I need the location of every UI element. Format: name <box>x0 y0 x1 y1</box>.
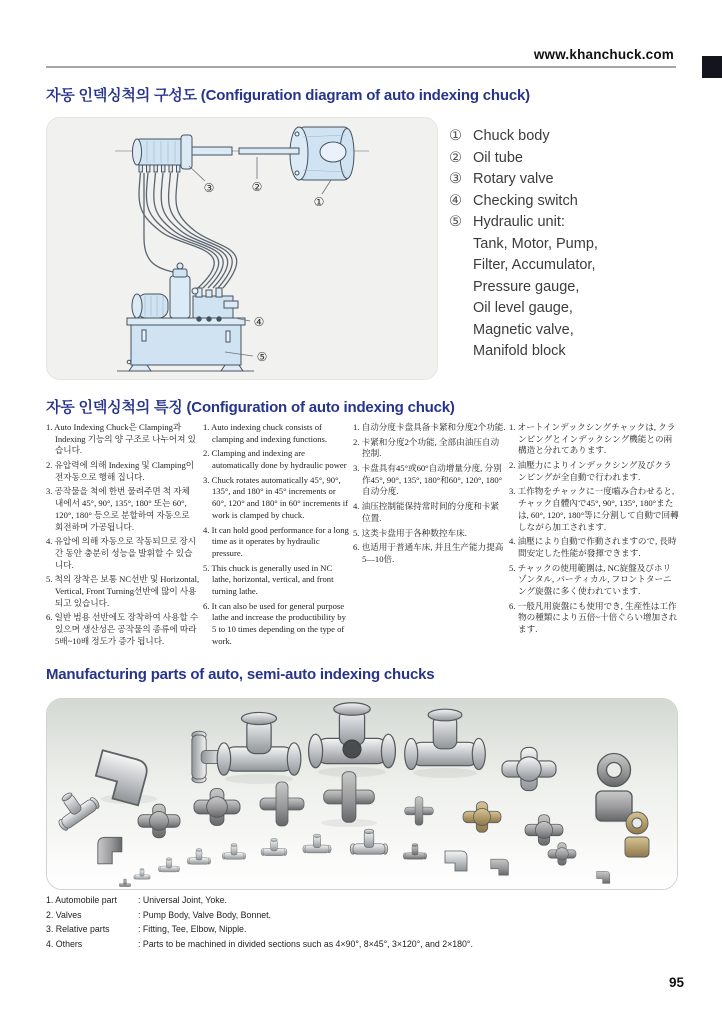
legend-number: ④ <box>449 192 462 209</box>
features-columns <box>46 422 679 650</box>
feature-item: 3. 卡盘具有45°或60°自动增量分度, 分别作45°, 90°, 135°, 180°和60°, 120°, 180°自动分度. <box>353 463 503 497</box>
feature-item: 5. This chuck is generally used in NC lathe, horizontal, vertical, and front turning lathe. <box>203 562 334 596</box>
legend-number: ② <box>449 149 462 166</box>
feature-item: 3. 공작물을 척에 한번 물려주면 척 자체 내에서 45°, 90°, 135°, 180° 또는 60°, 120°, 180° 등으로 분할하여 자동으로 회전하며 가공됩니다. <box>46 486 190 532</box>
features-column-korean <box>46 422 200 650</box>
feature-item: 4. 油壓により自動で作動されますので, 長時間安定した性能が發揮できます. <box>509 536 677 558</box>
feature-item: 4. 유압에 의해 자동으로 작동되므로 장시간 동안 충분히 성능을 발휘할 수 있습니다. <box>46 536 197 570</box>
feature-item: 2. 유압력에 의해 Indexing 및 Clamping이 전자동으로 행해 집니다. <box>46 460 195 482</box>
feature-item: 5. チャックの使用範圍は, NC旋盤及びホリゾンタル, バーティカル, フロントターニング旋盤に多く使われています. <box>509 562 672 596</box>
feature-item: 1. Auto Indexing Chuck은 Clamping과 Indexing 기능의 양 구조로 나누어져 있습니다. <box>46 422 196 456</box>
legend-item <box>449 126 689 147</box>
header-rule <box>46 66 676 68</box>
feature-item: 2. 卡紧和分度2个功能, 全部由油压自动控制. <box>353 436 500 459</box>
legend-number: ① <box>449 128 462 144</box>
legend-label: Checking switch <box>473 192 578 209</box>
part-category: 1. Automobile part <box>46 895 117 905</box>
section-title-manufacturing-parts: Manufacturing parts of auto, semi-auto indexing chucks <box>46 666 435 683</box>
feature-item: 3. Chuck rotates automatically 45°, 90°, 135°, and 180° in 45° increments or 60°, 120° and 180° in 60° increments if work is clamped by chuck. <box>203 474 348 520</box>
legend-item <box>449 212 689 233</box>
part-category: 4. Others <box>46 938 83 949</box>
legend-item <box>449 148 689 169</box>
legend-number: ③ <box>449 171 462 187</box>
legend-label: Rotary valve <box>473 171 554 187</box>
auto-indexing-chuck-diagram <box>47 118 437 379</box>
diagram-label-hydraulic-unit: ⑤ <box>256 350 268 364</box>
page-edge-tab <box>702 56 722 78</box>
hydraulic-component: Filter, Accumulator, <box>473 257 596 273</box>
diagram-label-checking-switch: ④ <box>253 315 265 329</box>
feature-item: 1. 自动分度卡盘具备卡紧和分度2个功能. <box>353 422 506 432</box>
feature-item: 5. 这类卡盘用于各种数控车床. <box>353 527 467 538</box>
feature-item: 6. 일반 범용 선반에도 장착하여 사용할 수 있으며 생산성은 공작물의 종류에 따라 5배~10배 정도가 증가 됩니다. <box>46 612 199 646</box>
part-items: : Universal Joint, Yoke. <box>138 895 227 905</box>
parts-row <box>46 922 678 937</box>
section-title-configuration-diagram: 자동 인덱싱척의 구성도 (Configuration diagram of auto indexing chuck) <box>46 87 530 104</box>
feature-item: 2. Clamping and indexing are automatically done by hydraulic power <box>203 448 347 471</box>
diagram-label-rotary-valve: ③ <box>203 181 215 195</box>
legend-label: Oil tube <box>473 149 523 166</box>
diagram-label-oil-tube: ② <box>251 180 263 194</box>
feature-item: 4. 油压控制能保持常时间的分度和卡紧位置. <box>353 501 500 523</box>
feature-item: 6. 一般凡用旋盤にも使用でき, 生産性は工作物の種類により五倍~十倍ぐらい增加されます. <box>509 600 678 634</box>
part-items: : Fitting, Tee, Elbow, Nipple. <box>138 924 247 934</box>
parts-photo-illustration <box>47 699 677 889</box>
features-column-japanese <box>509 422 679 650</box>
parts-row <box>46 937 678 952</box>
diagram-box <box>46 117 438 380</box>
feature-item: 4. It can hold good performance for a long time as it operates by hydraulic pressure. <box>203 524 349 558</box>
feature-item: 1. Auto indexing chuck consists of clamping and indexing functions. <box>203 422 328 444</box>
hydraulic-component: Pressure gauge, <box>473 278 580 295</box>
parts-list <box>46 893 678 951</box>
hydraulic-component: Oil level gauge, <box>473 300 573 316</box>
parts-row <box>46 908 678 923</box>
feature-item: 5. 척의 장착은 보통 NC선반 및 Horizontal, Vertical, Front Turning선반에 많이 사용되고 있습니다. <box>46 574 200 608</box>
legend-item <box>449 191 689 212</box>
part-category: 2. Valves <box>46 909 82 920</box>
hydraulic-component: Magnetic valve, <box>473 321 574 338</box>
legend-item <box>449 169 689 190</box>
feature-item: 2. 油壓力によりインデックシング及びクランピングが全自動で行われます. <box>509 460 672 482</box>
legend-number: ⑤ <box>449 214 462 230</box>
feature-item: 3. 工作物をチャックに一度嚙み合わせると, チャック自體內で45°, 90°, 135°, 180°または, 60°, 120°, 180°等に分割して自動で回轉しながら加工されます. <box>509 486 679 532</box>
hydraulic-unit-components <box>449 234 689 362</box>
part-items: : Pump Body, Valve Body, Bonnet. <box>138 909 272 920</box>
features-column-chinese <box>353 422 506 650</box>
hydraulic-component: Manifold block <box>473 343 566 359</box>
feature-item: 6. 也适用于普通车床, 并且生产能力提高5—10倍. <box>353 542 504 564</box>
features-column-english <box>203 422 350 650</box>
website-url: www.khanchuck.com <box>533 47 674 62</box>
parts-row <box>46 893 678 908</box>
hydraulic-component: Tank, Motor, Pump, <box>473 235 598 252</box>
part-items: : Parts to be machined in divided sections such as 4×90°, 8×45°, 3×120°, and 2×180°. <box>138 938 473 949</box>
page-number: 95 <box>668 975 684 990</box>
parts-photo <box>46 698 678 890</box>
section-title-features: 자동 인덱싱척의 특징 (Configuration of auto indexing chuck) <box>46 399 455 416</box>
diagram-label-chuck-body: ① <box>313 195 325 209</box>
feature-item: 6. It can also be used for general purpose lathe and increase the productibility by 5 to 10 times depending on the type of work. <box>203 600 346 646</box>
part-category: 3. Relative parts <box>46 924 110 934</box>
diagram-legend <box>449 126 689 363</box>
legend-label: Chuck body <box>473 128 550 144</box>
feature-item: 1. オートインデックシングチャックは, クランピングとインデックシング機能との兩構造と分れてあります. <box>509 422 676 456</box>
legend-label: Hydraulic unit: <box>473 214 565 230</box>
